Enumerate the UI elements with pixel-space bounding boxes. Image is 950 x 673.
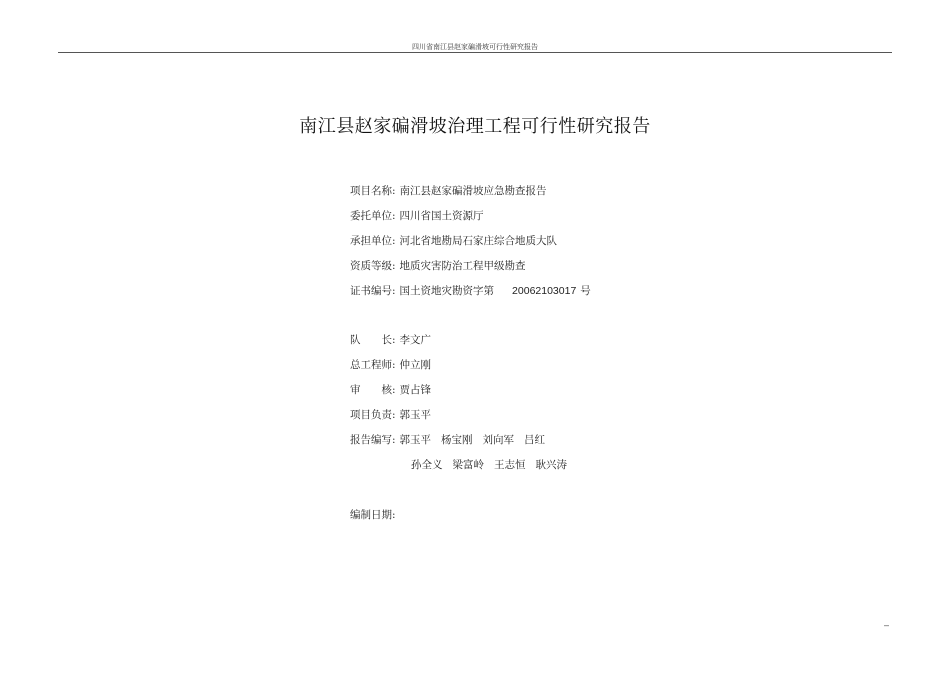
author-name: 王志恒 [494,459,526,471]
contractor-value: 河北省地勘局石家庄综合地质大队 [399,235,558,247]
reviewer-label: 审 核: [350,384,396,396]
certificate-field [350,284,591,298]
certificate-label: 证书编号: [350,285,396,297]
client-value: 四川省国土资源厅 [399,210,484,222]
document-title: 南江县赵家碥滑坡治理工程可行性研究报告 [299,116,651,137]
project-name-field [350,184,547,198]
qualification-field [350,259,526,273]
team-leader-field [350,333,431,347]
author-name: 孙全义 [411,459,443,471]
authors-continued [411,458,577,472]
authors-field [350,433,555,447]
chief-engineer-field [350,358,431,372]
author-name: 郭玉平 [399,434,432,446]
project-name-value: 南江县赵家碥滑坡应急勘查报告 [399,185,547,197]
chief-engineer-label: 总工程师: [350,359,396,371]
contractor-label: 承担单位: [350,235,396,247]
certificate-suffix: 号 [580,285,591,297]
compile-date-label: 编制日期: [350,509,396,521]
certificate-number: 20062103017 [512,285,577,297]
authors-label: 报告编写: [350,434,396,446]
team-leader-label: 队 长: [350,334,396,346]
reviewer-value: 贾占锋 [399,384,432,396]
compile-date-field [350,508,396,522]
client-label: 委托单位: [350,210,396,222]
project-lead-label: 项目负责: [350,409,396,421]
author-name: 耿兴涛 [535,459,567,471]
qualification-label: 资质等级: [350,260,396,272]
project-name-label: 项目名称: [350,185,396,197]
author-name: 梁富岭 [452,459,484,471]
contractor-field [350,234,557,248]
certificate-value: 国土资地灾勘资字第 [399,285,495,297]
author-name: 吕红 [524,434,546,446]
project-lead-value: 郭玉平 [399,409,432,421]
author-name: 杨宝刚 [441,434,473,446]
client-field [350,209,484,223]
qualification-value: 地质灾害防治工程甲级勘查 [399,260,526,272]
team-leader-value: 李文广 [399,334,432,346]
header-rule [58,52,892,53]
project-lead-field [350,408,431,422]
reviewer-field [350,383,431,397]
chief-engineer-value: 仲立刚 [399,359,432,371]
author-name: 刘向军 [482,434,515,446]
running-header: 四川省南江县赵家碥滑坡可行性研究报告 [412,43,538,51]
page-mark: – [884,620,890,630]
